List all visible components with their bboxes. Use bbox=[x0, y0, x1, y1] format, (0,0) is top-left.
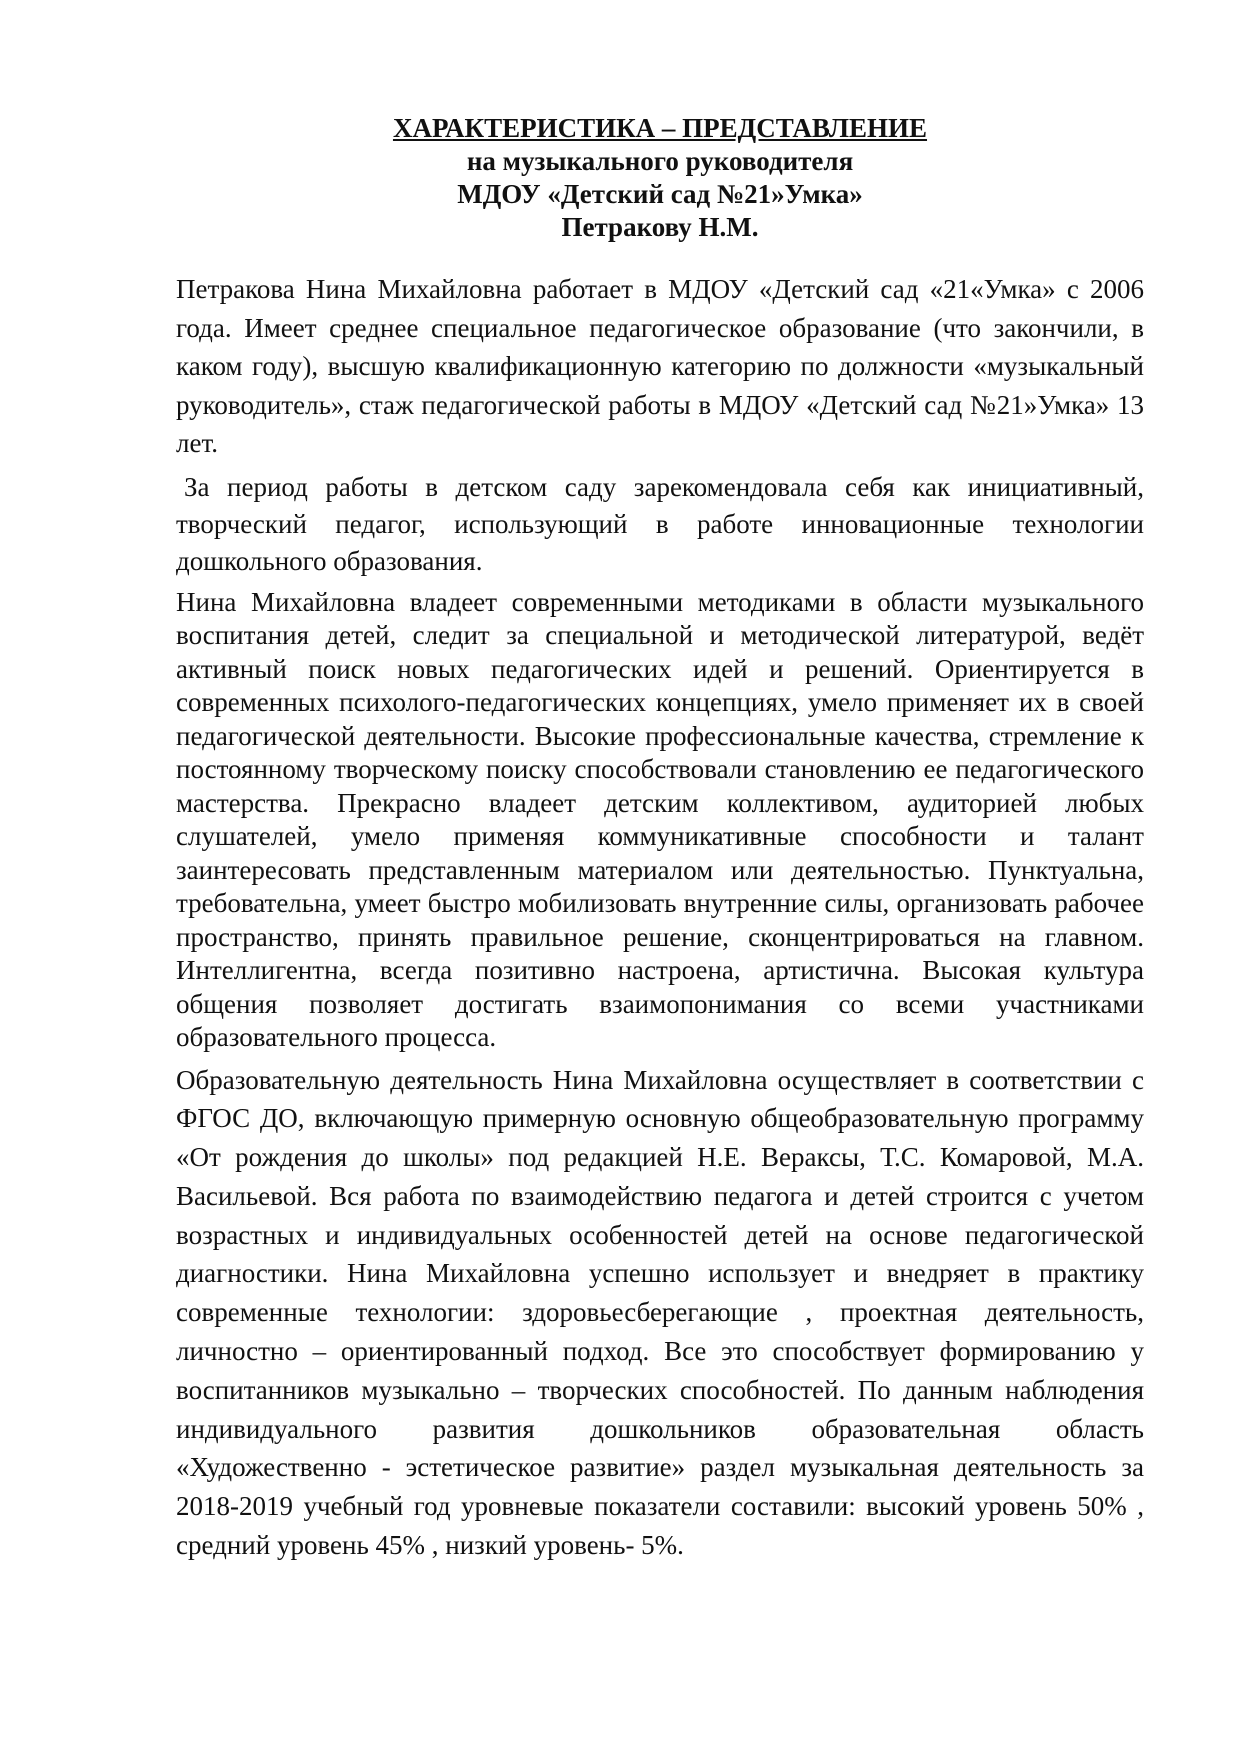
paragraph-reputation: За период работы в детском саду зарекомендовала себя как инициативный, творческий педагог, использующий в работе инновационные технологии дошкольного образования. bbox=[176, 471, 1144, 576]
header-organization-line: МДОУ «Детский сад №21»Умка» bbox=[457, 179, 863, 209]
document-header bbox=[176, 112, 1144, 244]
paragraph-activities: Образовательную деятельность Нина Михайловна осуществляет в соответствии с ФГОС ДО, включающую примерную основную общеобразовательную программу «От рождения до школы» под редакцией Н.Е. Вераксы, Т.С. Комаровой, М.А. Васильевой. Вся работа по взаимодействию педагога и детей строится с учетом возрастных и индивидуальных особенностей детей на основе педагогической диагностики. Нина Михайловна успешно использует и внедряет в практику современные технологии: здоровьесберегающие , проектная деятельность, личностно – ориентированный подход. Все это способствует формированию у воспитанников музыкально – творческих способностей. По данным наблюдения индивидуального развития дошкольников образовательная область «Художественно - эстетическое развитие» раздел музыкальная деятельность за 2018-2019 учебный год уровневые показатели составили: высокий уровень 50% , средний уровень 45% , низкий уровень- 5%. bbox=[176, 1064, 1144, 1561]
header-position-line: на музыкального руководителя bbox=[466, 146, 854, 176]
header-person-name: Петракову Н.М. bbox=[561, 212, 759, 242]
paragraph-employment: Петракова Нина Михайловна работает в МДОУ «Детский сад «21«Умка» с 2006 года. Имеет среднее специальное педагогическое образование (что закончили, в каком году), высшую квалификационную категорию по должности «музыкальный руководитель», стаж педагогической работы в МДОУ «Детский сад №21»Умка» 13 лет. bbox=[176, 274, 1144, 458]
document-title: ХАРАКТЕРИСТИКА – ПРЕДСТАВЛЕНИЕ bbox=[392, 113, 928, 143]
document-body bbox=[176, 270, 1144, 1571]
paragraph-qualities: Нина Михайловна владеет современными методиками в области музыкального воспитания детей, следит за специальной и методической литературой, ведёт активный поиск новых педагогических идей и решений. Ориентируется в современных психолого-педагогических концепциях, умело применяет их в своей педагогической деятельности. Высокие профессиональные качества, стремление к постоянному творческому поиску способствовали становлению ее педагогического мастерства. Прекрасно владеет детским коллективом, аудиторией любых слушателей, умело применяя коммуникативные способности и талант заинтересовать представленным материалом или деятельностью. Пунктуальна, требовательна, умеет быстро мобилизовать внутренние силы, организовать рабочее пространство, принять правильное решение, сконцентрироваться на главном. Интеллигентна, всегда позитивно настроена, артистична. Высокая культура общения позволяет достигать взаимопонимания со всеми участниками образовательного процесса. bbox=[176, 586, 1144, 1052]
